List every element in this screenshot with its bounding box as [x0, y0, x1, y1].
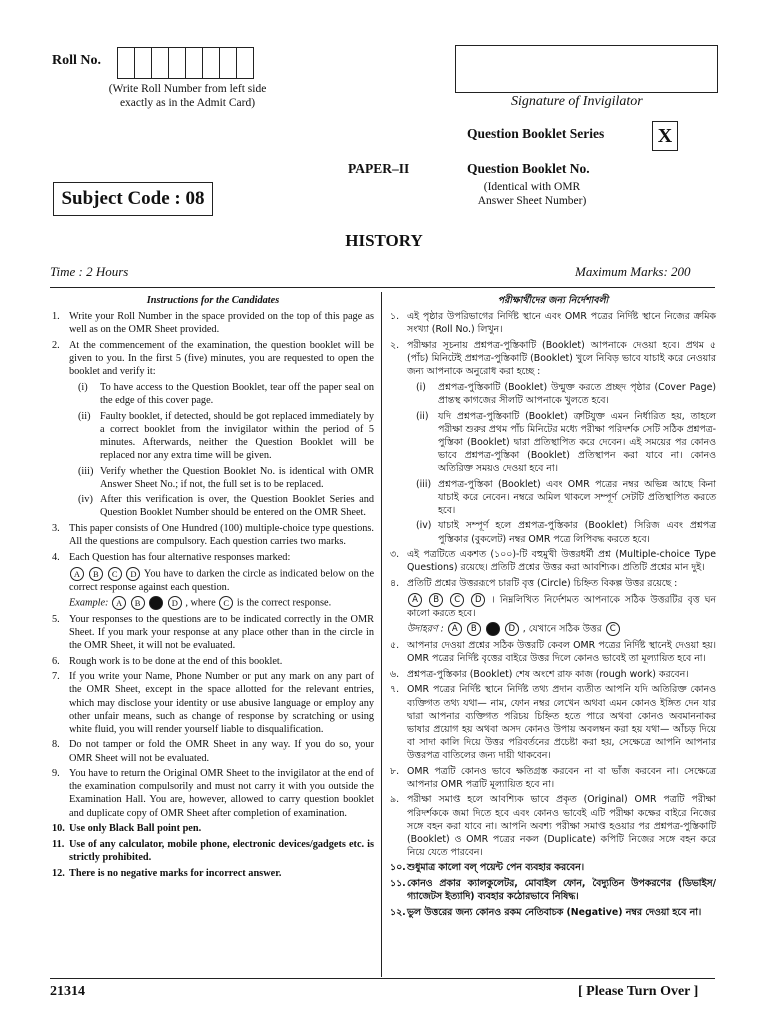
- bengali-instructions: [390, 294, 716, 922]
- list-subitem: (iv) যাচাই সম্পূর্ণ হলে প্রশ্নপত্র-পুস্তিকার (Booklet) সিরিজ এবং প্রশ্নপত্র পুস্তিকার (বুকলেট) নম্বর OMR পত্রে লিপিবদ্ধ করতে হবে।: [416, 520, 716, 545]
- list-subitem: (i) To have access to the Question Booklet, tear off the paper seal on the edge of this cover page.: [78, 381, 374, 406]
- option-circle-a: A: [70, 567, 84, 581]
- list-item-options: A B C D You have to darken the circle as indicated below on the correct response against each question.: [69, 567, 375, 593]
- list-subitem: (i) প্রশ্নপত্র-পুস্তিকাটি (Booklet) উন্মুক্ত করতে প্রচ্ছদ পৃষ্ঠার (Cover Page) প্রান্তস্থ কাগজের সীলটি আপনাকে খুলতে হবে।: [416, 381, 716, 406]
- example-circle-b: B: [467, 622, 481, 636]
- list-item: 11. Use of any calculator, mobile phone, electronic devices/gadgets etc. is strictly prohibited.: [52, 838, 374, 863]
- list-item: 10. Use only Black Ball point pen.: [52, 823, 202, 835]
- column-divider: [381, 292, 382, 977]
- list-subitem: (iii) প্রশ্নপত্র-পুস্তিকা (Booklet) এবং OMR পত্রের নম্বর অভিন্ন আছে কিনা যাচাই করে নেবেন। নম্বরে অমিল থাকলে সম্পূর্ণ সেটটি প্রতিস্থাপিত করতে হবে।: [416, 478, 716, 516]
- list-item: 12. There is no negative marks for incorrect answer.: [52, 867, 282, 879]
- list-item: ৭. OMR পত্রের নির্দিষ্ট স্থানে নির্দিষ্ট তথ্য প্রদান ব্যতীত আপনি যদি অতিরিক্ত কোনও ব্যক্তিগত তথ্য যথা— নাম, ফোন নম্বর লেখেন অথবা এমন কোনও ইঙ্গিত দেন যার দ্বারা আপনার ব্যক্তিগত পরিচয় চিহ্নিত হতে পারে অথবা কোনও অবমাননাকর ভাষার প্রয়োগ হয় অথবা অসদ কোনও উপায় অবলম্বন করা হয় যথা— আঁচড় দিয়ে বা সাদা কালি দিয়ে উত্তর পরিবর্তনের প্রচেষ্টা করা হয়, সেক্ষেত্রে আপনি আপনার উত্তরপত্র বাতিলের জন্য দায়ী থাকবেন।: [390, 684, 716, 761]
- list-item: 9. You have to return the Original OMR Sheet to the invigilator at the end of the examination compulsorily and must not carry it with you outside the Examination Hall. You are, however, allowed to carry question booklet and duplicate copy of OMR Sheet after completion of examination.: [52, 768, 374, 819]
- list-subitem: (ii) Faulty booklet, if detected, should be got replaced immediately by a correct booklet from the invigilator within the period of 5 minutes. Afterwards, neither the Question Booklet will be replaced nor any extra time will be given.: [78, 410, 374, 461]
- list-item: ৮. OMR পত্রটি কোনও ভাবে ক্ষতিগ্রস্ত করবেন না বা ভাঁজ করবেন না। সেক্ষেত্রে আপনার OMR পত্রটি মূল্যায়িত হবে না।: [390, 765, 716, 790]
- bottom-rule: [50, 978, 715, 979]
- example-circle-filled: [486, 622, 500, 636]
- list-subitem: (ii) যদি প্রশ্নপত্র-পুস্তিকাটি (Booklet) ত্রুটিযুক্ত এমন নির্ধারিত হয়, তাহলে পরীক্ষা শুরুর প্রথম পাঁচ মিনিটের মধ্যে পরীক্ষা পরিদর্শক সেটি সঠিক প্রশ্নপত্র-পুস্তিকা (Booklet) দ্বারা প্রতিস্থাপিত করে দেবেন। এই সময়ের পর কোনও ভাবে প্রশ্নপত্র-পুস্তিকা (Booklet) প্রতিস্থাপন করা যাবে না। কোনও অতিরিক্ত সময়ও দেওয়া হবে না।: [416, 410, 716, 474]
- page-code: 21314: [50, 984, 85, 999]
- english-heading: Instructions for the Candidates: [146, 295, 280, 306]
- list-item: 3. This paper consists of One Hundred (100) multiple-choice type questions. All the questions are compulsory. Each question carries two marks.: [52, 523, 374, 548]
- option-circle-c: C: [108, 567, 122, 581]
- list-subitem: (iii) Verify whether the Question Booklet No. is identical with OMR Answer Sheet No.; if not, the full set is to be replaced.: [78, 465, 374, 490]
- bengali-heading: পরীক্ষার্থীদের জন্য নির্দেশাবলী: [497, 295, 609, 306]
- list-item-example: উদাহরণ : A B D , যেখানে সঠিক উত্তর C: [390, 622, 716, 636]
- list-item-example: Example: A B D , where C is the correct response.: [69, 597, 332, 609]
- turn-over-note: [ Please Turn Over ]: [578, 984, 699, 999]
- booklet-series-value: X: [652, 121, 678, 151]
- example-circle-a: A: [112, 596, 126, 610]
- option-circle-a: A: [408, 593, 422, 607]
- signature-label: Signature of Invigilator: [511, 94, 643, 109]
- roll-no-label: Roll No.: [52, 53, 101, 68]
- subject-code: Subject Code : 08: [53, 182, 213, 216]
- list-item: ৬. প্রশ্নপত্র-পুস্তিকার (Booklet) শেষ অংশে রাফ কাজ (rough work) করবেন।: [390, 668, 689, 680]
- booklet-no-note: (Identical with OMR Answer Sheet Number): [477, 181, 587, 207]
- time-label: Time : 2 Hours: [50, 264, 129, 279]
- top-rule: [50, 287, 715, 288]
- option-circle-b: B: [429, 593, 443, 607]
- list-item-options: A B C D । নিম্নলিখিত নির্দেশমত আপনাকে সঠিক উত্তরটির বৃত্ত ঘন কালো করতে হবে।: [407, 594, 717, 619]
- roll-number-boxes[interactable]: [117, 47, 253, 79]
- option-circle-d: D: [126, 567, 140, 581]
- list-item: 7. If you write your Name, Phone Number or put any mark on any part of the OMR Sheet, except in the space allotted for the relevant entries, which may disclose your identity or use abusive language or employ any other unfair means, such as change of response by scratching or using white fluid, you will render yourself liable to disqualification.: [52, 671, 374, 735]
- option-circle-c: C: [450, 593, 464, 607]
- booklet-series-label: Question Booklet Series: [467, 126, 605, 141]
- list-item: ১১. কোনও প্রকার ক্যালকুলেটর, মোবাইল ফোন, বৈদ্যুতিন উপকরণের (ডিভাইস/গ্যাজেটস ইত্যাদি) ব্যবহার কঠোরভাবে নিষিদ্ধ।: [390, 878, 716, 903]
- list-item: 4. Each Question has four alternative responses marked:: [52, 551, 291, 563]
- paper-label: PAPER–II: [348, 161, 410, 176]
- example-circle-d: D: [168, 596, 182, 610]
- list-item: 1. Write your Roll Number in the space provided on the top of this page as well as on the OMR Sheet provided.: [52, 311, 374, 336]
- list-subitem: (iv) After this verification is over, the Question Booklet Series and Question Booklet Number should be entered on the OMR Sheet.: [78, 494, 374, 519]
- roll-note: (Write Roll Number from left side exactly as in the Admit Card): [108, 83, 267, 109]
- list-item: 5. Your responses to the questions are to be indicated correctly in the OMR Sheet. If you mark your response at any place other than in the circle in the OMR Sheet, it will not be evaluated.: [52, 613, 374, 651]
- example-circle-c: C: [219, 596, 233, 610]
- list-item: ১২. ভুল উত্তরের জন্য কোনও রকম নেতিবাচক (Negative) নম্বর দেওয়া হবে না।: [390, 906, 702, 918]
- example-circle-c: C: [606, 622, 620, 636]
- max-marks-label: Maximum Marks: 200: [575, 264, 691, 279]
- list-item: 2. At the commencement of the examination, the question booklet will be given to you. In the first 5 (five) minutes, you are requested to open the booklet and verify it:: [52, 339, 374, 378]
- booklet-no-label: Question Booklet No.: [467, 161, 590, 176]
- list-item: ২. পরীক্ষার সূচনায় প্রশ্নপত্র-পুস্তিকাটি (Booklet) আপনাকে দেওয়া হবে। প্রথম ৫ (পাঁচ) মিনিটেই প্রশ্নপত্র-পুস্তিকাটি (Booklet) খুলে নিবিড় ভাবে যাচাই করে নেওয়ার জন্য আপনাকে অনুরোধ করা হচ্ছে :: [390, 339, 716, 378]
- english-instructions: [52, 294, 374, 882]
- option-circle-d: D: [471, 593, 485, 607]
- invigilator-signature-box[interactable]: [455, 45, 718, 93]
- list-item: ৪. প্রতিটি প্রশ্নের উত্তররূপে চারটি বৃত্ত (Circle) চিহ্নিত বিকল্প উত্তর রয়েছে :: [390, 578, 678, 590]
- page-title: HISTORY: [345, 231, 423, 250]
- list-item: ৫. আপনার দেওয়া প্রশ্নের সঠিক উত্তরটি কেবল OMR পত্রের নির্দিষ্ট স্থানেই দেওয়া হয়। OMR পত্রের নির্দিষ্ট বৃত্তের বাইরে উত্তর দিলে কোনও ভাবেই তা মূল্যায়িত হবে না।: [390, 640, 716, 665]
- option-circle-b: B: [89, 567, 103, 581]
- list-item: ৩. এই পত্রটিতে একশত (১০০)-টি বহুমুখী উত্তরধর্মী প্রশ্ন (Multiple-choice Type Questions) রয়েছে। প্রতিটি প্রশ্নের উত্তর করা আবশ্যিক। প্রতিটি প্রশ্নের মান দুই।: [390, 549, 716, 574]
- list-item: ১. এই পৃষ্ঠার উপরিভাগের নির্দিষ্ট স্থানে এবং OMR পত্রের নির্দিষ্ট স্থানে নিজের ক্রমিক সংখ্যা (Roll No.) লিখুন।: [390, 311, 716, 336]
- example-circle-b: B: [131, 596, 145, 610]
- list-item: ১০. শুধুমাত্র কালো বল্ পয়েন্ট পেন ব্যবহার করবেন।: [390, 862, 585, 874]
- example-circle-filled: [149, 596, 163, 610]
- list-item: 8. Do not tamper or fold the OMR Sheet in any way. If you do so, your OMR Sheet will not be evaluated.: [52, 739, 374, 764]
- example-circle-d: D: [505, 622, 519, 636]
- list-item: 6. Rough work is to be done at the end of this booklet.: [52, 655, 283, 667]
- example-circle-a: A: [448, 622, 462, 636]
- list-item: ৯. পরীক্ষা সমাপ্ত হলে আবশ্যিক ভাবে প্রকৃত (Original) OMR পত্রটি পরীক্ষা পরিদর্শককে জমা দিতে হবে এবং কোনও ভাবেই এটি পরীক্ষা কক্ষের বাইরে নিজের সঙ্গে বহন করা যাবে না। আপনি অবশ্য পরীক্ষা সমাপ্ত হওয়ার পর প্রশ্নপত্র-পুস্তিকাটি (Booklet) ও OMR পত্রের নকল (Duplicate) কপিটি নিজের সঙ্গে বহন করে নিয়ে যেতে পারবেন।: [390, 794, 716, 858]
